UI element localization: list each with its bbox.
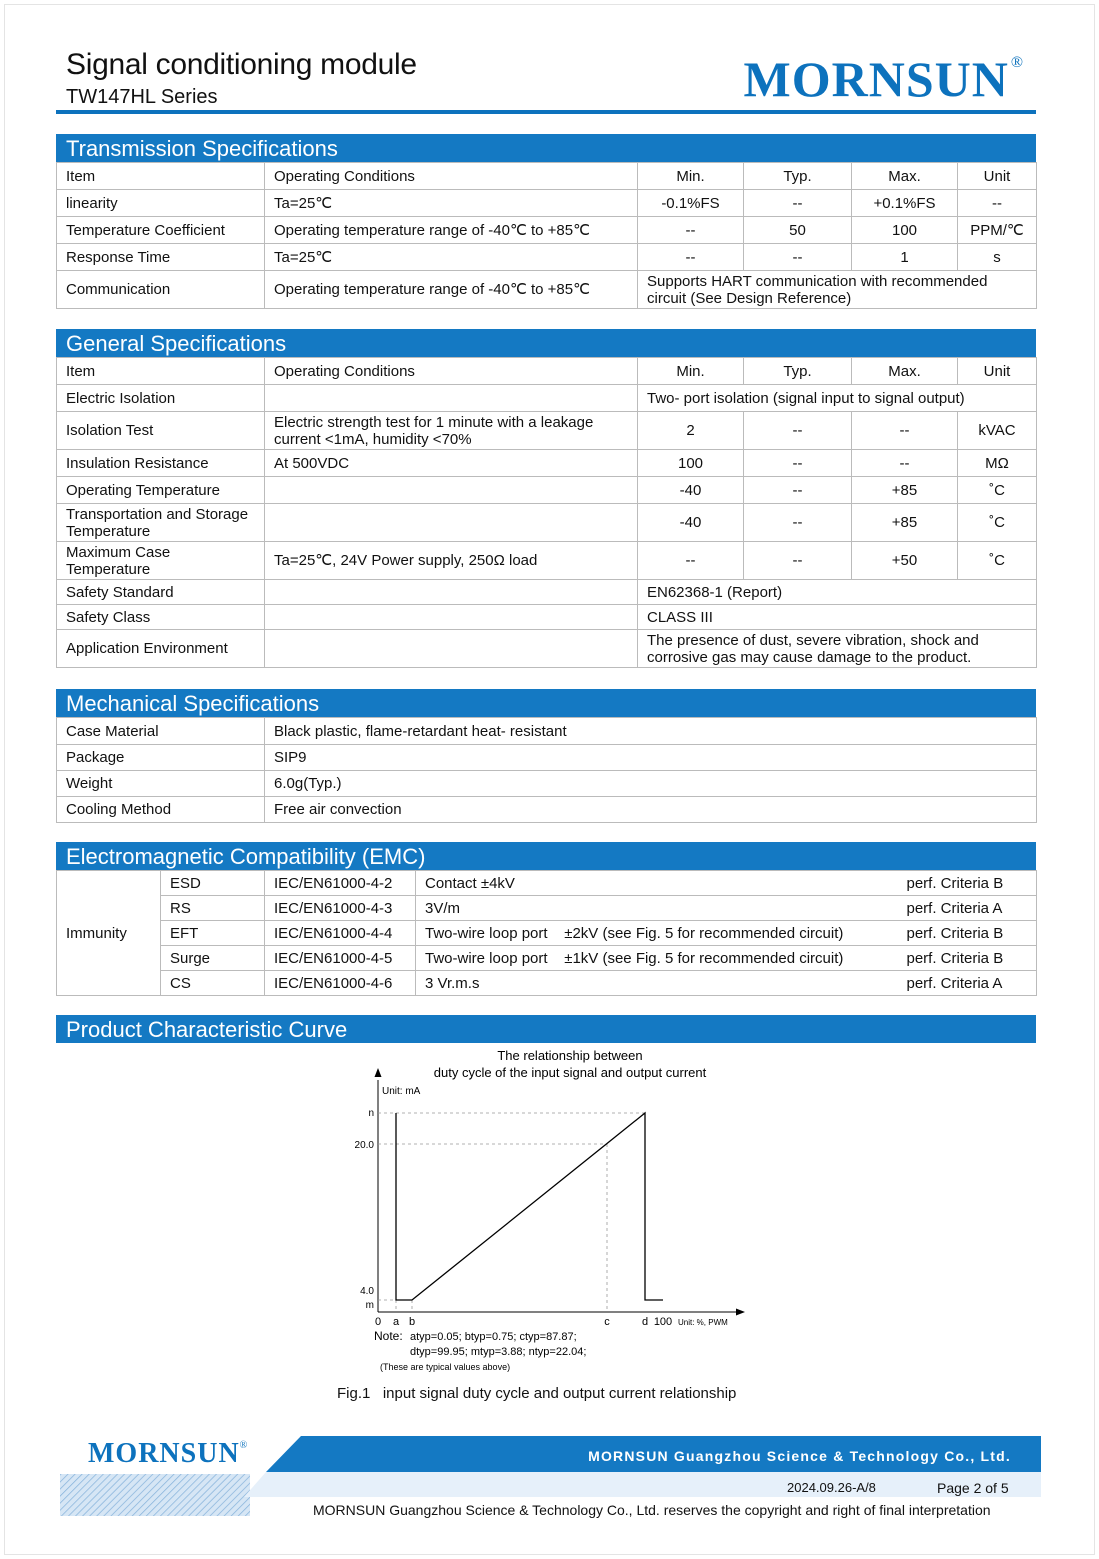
chart-axes: [375, 1068, 746, 1316]
section-title: Mechanical Specifications: [56, 689, 1036, 717]
section-title: General Specifications: [56, 329, 1036, 357]
header-cell: Unit: [958, 358, 1037, 385]
standard-cell: IEC/EN61000-4-5: [265, 946, 416, 971]
item-cell: Maximum Case Temperature: [57, 542, 265, 580]
document-title: Signal conditioning module: [66, 48, 417, 81]
value-cell: Free air convection: [265, 797, 1037, 823]
condition-cell: Ta=25℃: [265, 244, 638, 271]
page-number: Page 2 of 5: [937, 1480, 1009, 1496]
chart-title-line1: The relationship between: [497, 1048, 643, 1063]
min-cell: 100: [638, 450, 744, 477]
y-axis-arrow: [375, 1068, 382, 1077]
footer-brand-logo: [88, 1438, 248, 1470]
header-cell: Operating Conditions: [265, 163, 638, 190]
min-cell: -0.1%FS: [638, 190, 744, 217]
test-cell: Surge: [161, 946, 265, 971]
document-series: TW147HL Series: [66, 86, 218, 108]
x-tick-label: d: [641, 1316, 649, 1328]
item-cell: Safety Class: [57, 605, 265, 630]
header-cell: Unit: [958, 163, 1037, 190]
y-unit-label: Unit: mA: [382, 1086, 421, 1097]
header-cell: Typ.: [744, 163, 852, 190]
standard-cell: IEC/EN61000-4-2: [265, 871, 416, 896]
standard-cell: IEC/EN61000-4-4: [265, 921, 416, 946]
x-tick-label: 0: [374, 1316, 382, 1328]
figure-caption: Fig.1 input signal duty cycle and output current relationship: [337, 1385, 737, 1402]
criteria-cell: perf. Criteria A: [898, 896, 1037, 921]
value-cell: CLASS III: [638, 605, 1037, 630]
max-cell: --: [852, 450, 958, 477]
typ-cell: --: [744, 477, 852, 504]
criteria-cell: perf. Criteria B: [898, 921, 1037, 946]
item-cell: Safety Standard: [57, 580, 265, 605]
condition-cell: Operating temperature range of -40℃ to +85℃: [265, 271, 638, 309]
note-prefix: Note:: [374, 1329, 403, 1343]
item-cell: Response Time: [57, 244, 265, 271]
max-cell: 100: [852, 217, 958, 244]
standard-cell: IEC/EN61000-4-6: [265, 971, 416, 996]
condition-cell: Contact ±4kV: [416, 871, 898, 896]
item-cell: Communication: [57, 271, 265, 309]
standard-cell: IEC/EN61000-4-3: [265, 896, 416, 921]
value-cell: Two- port isolation (signal input to signal output): [638, 385, 1037, 412]
condition-cell: 3 Vr.m.s: [416, 971, 898, 996]
min-cell: --: [638, 244, 744, 271]
unit-cell: --: [958, 190, 1037, 217]
criteria-cell: perf. Criteria A: [898, 971, 1037, 996]
condition-cell: 3V/m: [416, 896, 898, 921]
criteria-cell: perf. Criteria B: [898, 946, 1037, 971]
value-cell: Black plastic, flame-retardant heat- resistant: [265, 718, 1037, 745]
item-cell: Temperature Coefficient: [57, 217, 265, 244]
brand-name: MORNSUN: [743, 51, 1009, 107]
condition-cell: Two-wire loop port ±1kV (see Fig. 5 for recommended circuit): [416, 946, 898, 971]
unit-cell: PPM/℃: [958, 217, 1037, 244]
max-cell: +85: [852, 477, 958, 504]
header-cell: Typ.: [744, 358, 852, 385]
test-cell: RS: [161, 896, 265, 921]
guide-lines: [378, 1113, 645, 1312]
condition-cell: Ta=25℃, 24V Power supply, 250Ω load: [265, 542, 638, 580]
typ-cell: --: [744, 542, 852, 580]
criteria-cell: perf. Criteria B: [898, 871, 1037, 896]
typ-cell: --: [744, 412, 852, 450]
unit-cell: kVAC: [958, 412, 1037, 450]
note-line2: dtyp=99.95; mtyp=3.88; ntyp=22.04;: [410, 1346, 587, 1358]
unit-cell: ˚C: [958, 504, 1037, 542]
value-cell: SIP9: [265, 745, 1037, 771]
header-cell: Item: [57, 163, 265, 190]
x-axis-arrow: [736, 1309, 745, 1316]
typ-cell: --: [744, 190, 852, 217]
header-cell: Item: [57, 358, 265, 385]
item-cell: Operating Temperature: [57, 477, 265, 504]
min-cell: -40: [638, 504, 744, 542]
footer-company: MORNSUN Guangzhou Science & Technology Co., Ltd.: [588, 1448, 1011, 1464]
item-cell: Isolation Test: [57, 412, 265, 450]
typ-cell: --: [744, 450, 852, 477]
header-cell: Min.: [638, 163, 744, 190]
x-tick-label: b: [408, 1316, 416, 1328]
immunity-cell: Immunity: [57, 871, 161, 996]
item-cell: Package: [57, 745, 265, 771]
y-tick-label: m: [365, 1300, 374, 1311]
registered-mark: ®: [1010, 54, 1024, 71]
unit-cell: ˚C: [958, 542, 1037, 580]
footer-registered-mark: ®: [239, 1440, 249, 1451]
condition-cell: At 500VDC: [265, 450, 638, 477]
header-cell: Max.: [852, 163, 958, 190]
header-cell: Operating Conditions: [265, 358, 638, 385]
header-cell: Max.: [852, 358, 958, 385]
copyright-notice: MORNSUN Guangzhou Science & Technology Co., Ltd. reserves the copyright and right of final interpretation: [313, 1502, 991, 1518]
value-cell: EN62368-1 (Report): [638, 580, 1037, 605]
section-title: Transmission Specifications: [56, 134, 1036, 162]
condition-cell: Operating temperature range of -40℃ to +85℃: [265, 217, 638, 244]
item-cell: Application Environment: [57, 630, 265, 668]
value-cell: Supports HART communication with recommended circuit (See Design Reference): [638, 271, 1037, 309]
output-current-line: [396, 1113, 663, 1300]
x-tick-label: 100: [653, 1316, 673, 1328]
max-cell: +85: [852, 504, 958, 542]
condition-cell: Two-wire loop port ±2kV (see Fig. 5 for recommended circuit): [416, 921, 898, 946]
typ-cell: --: [744, 244, 852, 271]
unit-cell: MΩ: [958, 450, 1037, 477]
item-cell: Transportation and Storage Temperature: [57, 504, 265, 542]
header-cell: Min.: [638, 358, 744, 385]
revision-date: 2024.09.26-A/8: [787, 1480, 876, 1495]
section-title: Product Characteristic Curve: [56, 1015, 1036, 1043]
footer-brand-name: MORNSUN: [88, 1438, 240, 1469]
chart-title-line2: duty cycle of the input signal and output current: [433, 1065, 707, 1080]
max-cell: +50: [852, 542, 958, 580]
section-title: Electromagnetic Compatibility (EMC): [56, 842, 1036, 870]
min-cell: --: [638, 217, 744, 244]
test-cell: ESD: [161, 871, 265, 896]
y-tick-label: 20.0: [354, 1140, 374, 1151]
y-tick-label: 4.0: [360, 1286, 374, 1297]
value-cell: The presence of dust, severe vibration, shock and corrosive gas may cause damage to the product.: [638, 630, 1037, 668]
unit-cell: ˚C: [958, 477, 1037, 504]
item-cell: Electric Isolation: [57, 385, 265, 412]
note-line1: atyp=0.05; btyp=0.75; ctyp=87.87;: [410, 1331, 577, 1343]
item-cell: Weight: [57, 771, 265, 797]
x-unit-label: Unit: %, PWM: [678, 1318, 728, 1327]
item-cell: Insulation Resistance: [57, 450, 265, 477]
x-tick-label: a: [392, 1316, 400, 1328]
item-cell: linearity: [57, 190, 265, 217]
max-cell: +0.1%FS: [852, 190, 958, 217]
typ-cell: 50: [744, 217, 852, 244]
value-cell: 6.0g(Typ.): [265, 771, 1037, 797]
test-cell: CS: [161, 971, 265, 996]
unit-cell: s: [958, 244, 1037, 271]
note-line3: (These are typical values above): [380, 1362, 511, 1372]
min-cell: 2: [638, 412, 744, 450]
typ-cell: --: [744, 504, 852, 542]
condition-cell: Electric strength test for 1 minute with a leakage current <1mA, humidity <70%: [265, 412, 638, 450]
max-cell: 1: [852, 244, 958, 271]
y-tick-label: n: [368, 1108, 374, 1119]
condition-cell: Ta=25℃: [265, 190, 638, 217]
item-cell: Cooling Method: [57, 797, 265, 823]
min-cell: -40: [638, 477, 744, 504]
min-cell: --: [638, 542, 744, 580]
test-cell: EFT: [161, 921, 265, 946]
x-tick-label: c: [604, 1316, 610, 1328]
item-cell: Case Material: [57, 718, 265, 745]
max-cell: --: [852, 412, 958, 450]
